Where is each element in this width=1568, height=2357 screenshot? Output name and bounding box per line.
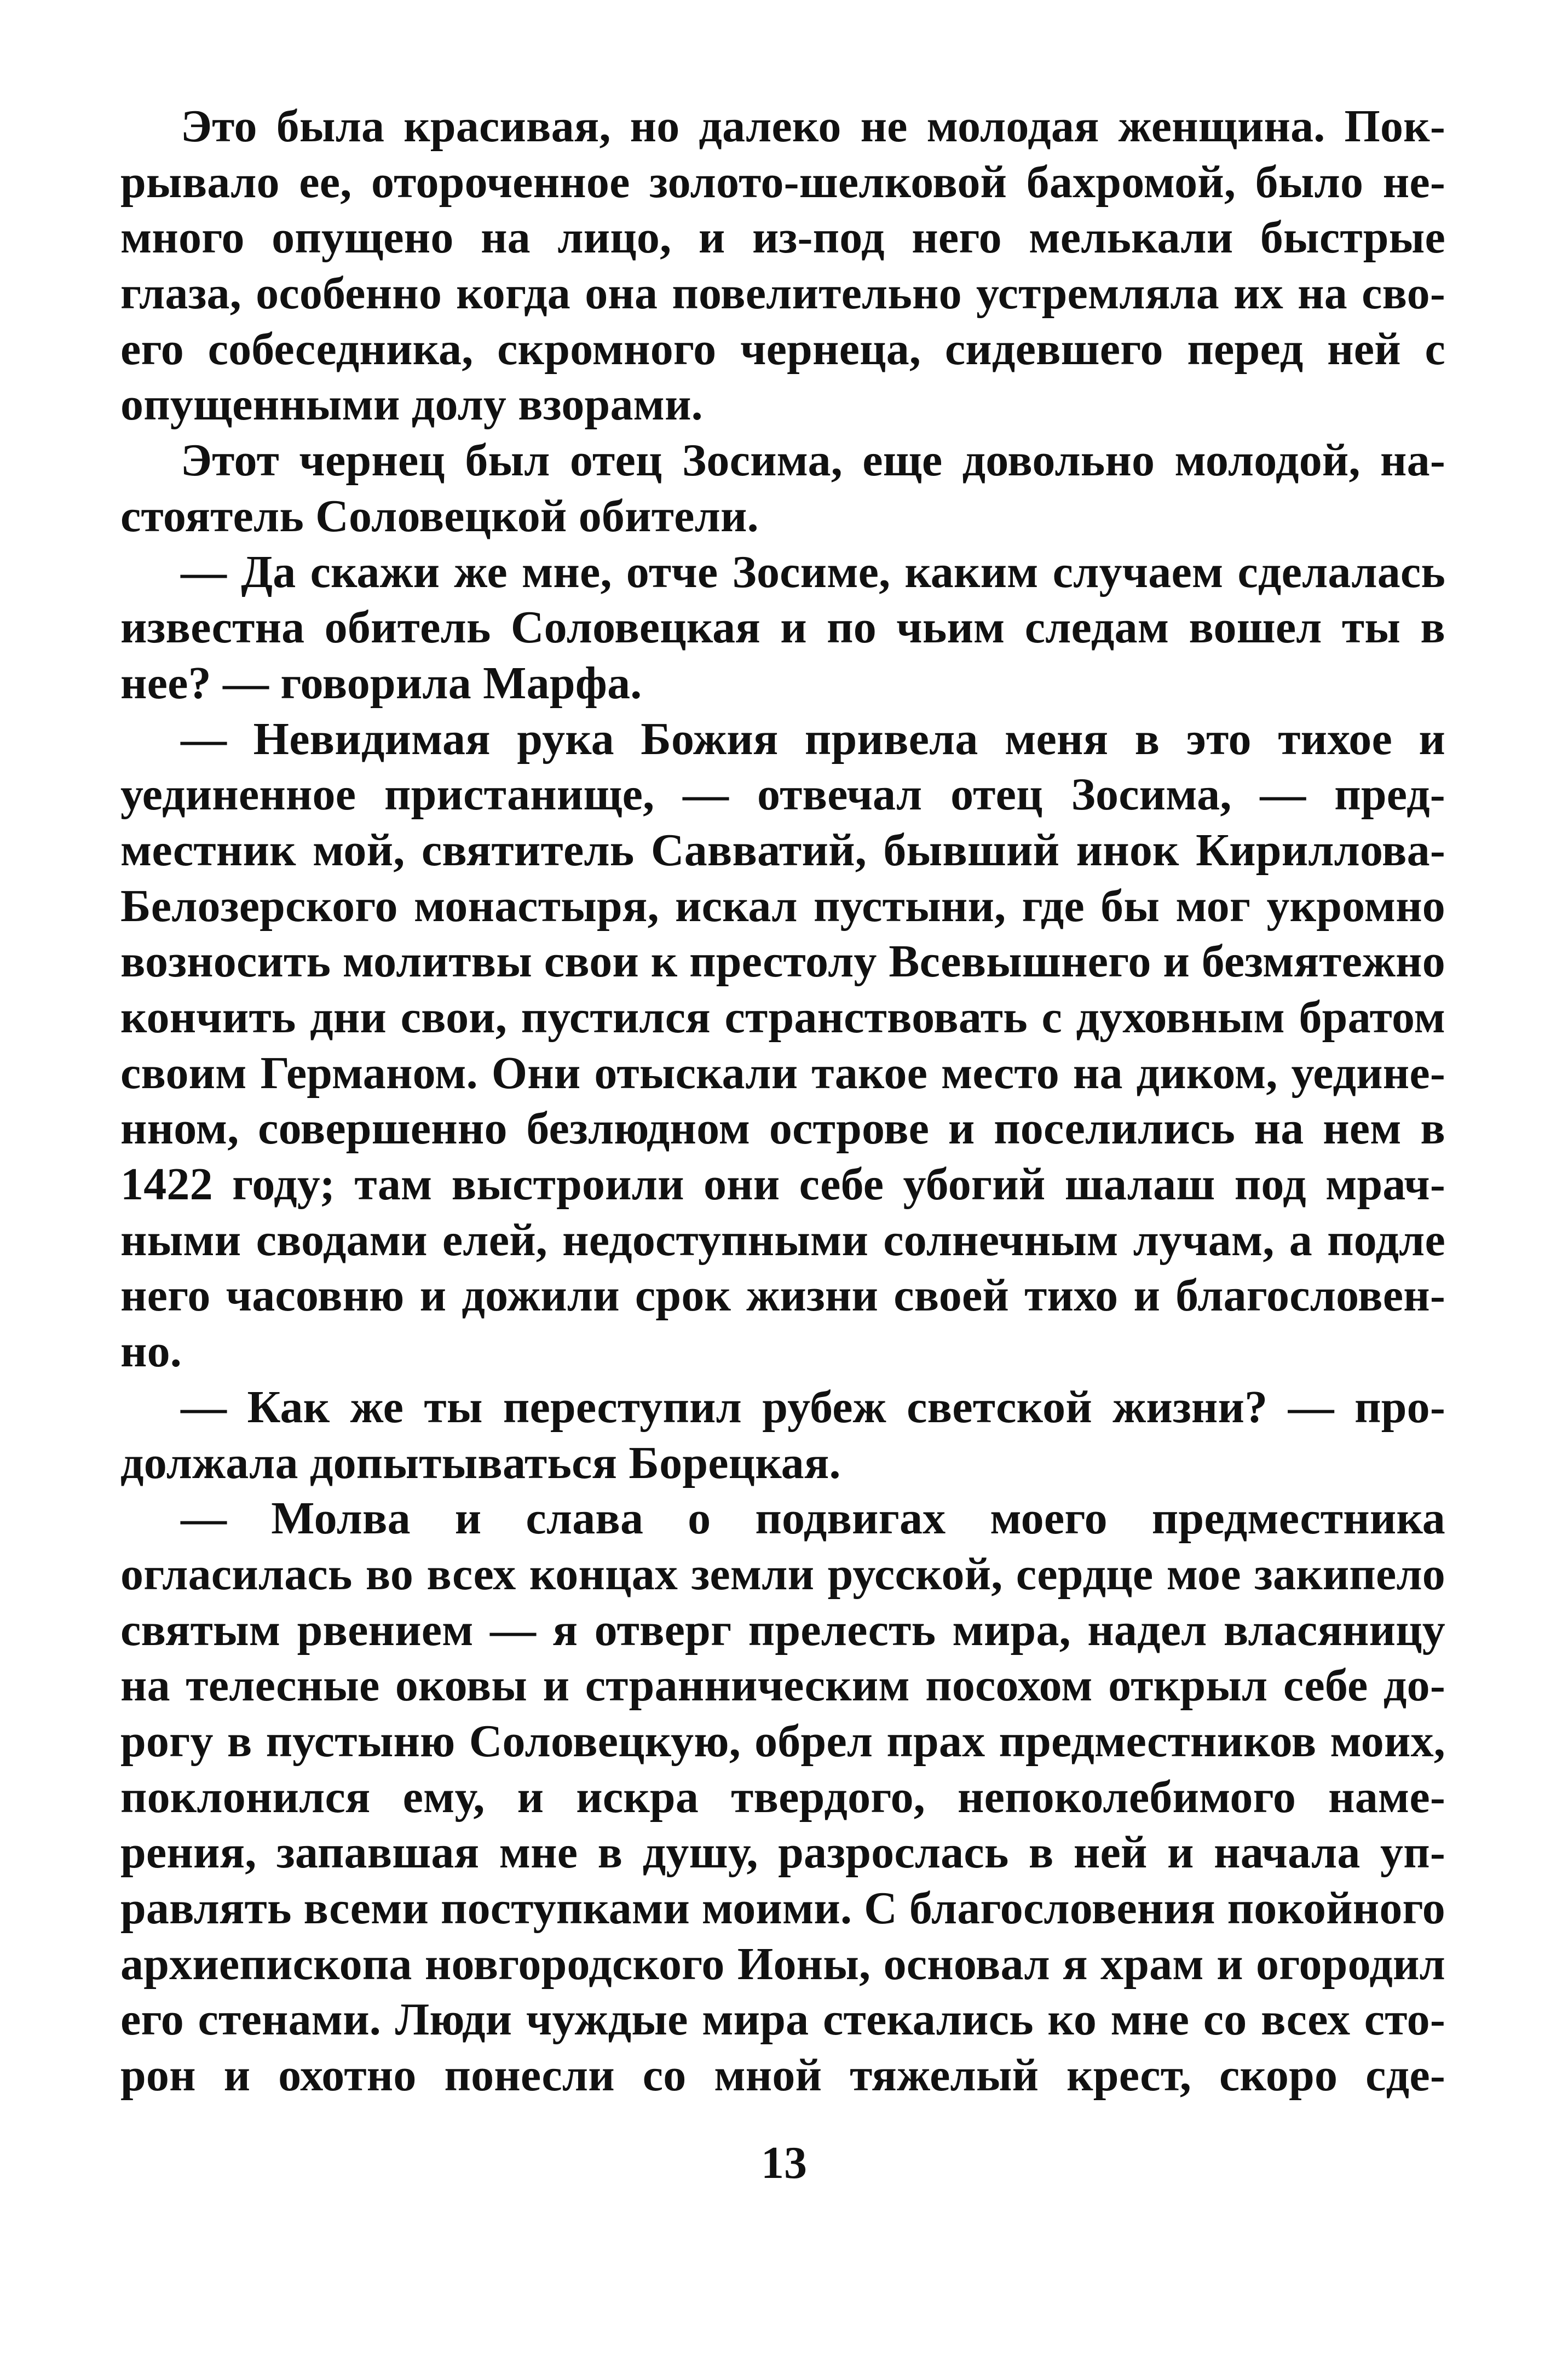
text-line: огласилась во всех концах земли русской, сердце мое закипело [120,1548,1445,1600]
text-line: рогу в пустыню Соловецкую, обрел прах предместников моих, [120,1715,1445,1767]
text-line: святым рвением — я отверг прелесть мира, надел власяницу [120,1604,1445,1655]
text-line: Это была красивая, но далеко не молодая женщина. Пок- [181,101,1445,152]
text-line: ными сводами елей, недоступными солнечным лучам, а подле [120,1214,1445,1266]
text-line: равлять всеми поступками моими. С благословения покойного [120,1883,1445,1934]
text-line: его собеседника, скромного чернеца, сидевшего перед ней с [120,323,1445,375]
text-line: — Да скажи же мне, отче Зосиме, каким случаем сделалась [181,546,1445,597]
text-line: нном, совершенно безлюдном острове и поселились на нем в [120,1103,1445,1154]
text-line: нее? — говорила Марфа. [120,657,642,709]
text-line: своим Германом. Они отыскали такое место на диком, уедине- [120,1047,1445,1099]
text-line: местник мой, святитель Савватий, бывший инок Кириллова- [120,824,1445,876]
text-line: Этот чернец был отец Зосима, еще довольно молодой, на- [181,435,1445,486]
text-line: кончить дни свои, пустился странствовать с духовным братом [120,992,1445,1043]
text-line: Белозерского монастыря, искал пустыни, где бы мог укромно [120,880,1445,932]
text-line: но. [120,1326,182,1377]
text-line: рон и охотно понесли со мной тяжелый крест, скоро сде- [120,2050,1445,2101]
text-line: 1422 году; там выстроили они себе убогий шалаш под мрач- [120,1159,1445,1210]
text-line: — Как же ты переступил рубеж светской жизни? — про- [181,1381,1445,1433]
text-line: стоятель Соловецкой обители. [120,490,759,542]
text-line: уединенное пристанище, — отвечал отец Зосима, — пред- [120,769,1445,820]
text-line: возносить молитвы свои к престолу Всевышнего и безмятежно [120,936,1445,987]
text-line: глаза, особенно когда она повелительно устремляла их на сво- [120,268,1445,319]
text-line: опущенными долу взорами. [120,379,703,430]
text-line: — Молва и слава о подвигах моего предместника [181,1493,1445,1544]
text-line: поклонился ему, и искра твердого, непоколебимого наме- [120,1771,1445,1823]
text-line: рывало ее, отороченное золото-шелковой бахромой, было не- [120,156,1445,208]
text-line: на телесные оковы и странническим посохом открыл себе до- [120,1660,1445,1711]
body-text [120,99,1445,2103]
text-line: его стенами. Люди чуждые мира стекались ко мне со всех сто- [120,1994,1445,2045]
text-line: него часовню и дожили срок жизни своей тихо и благословен- [120,1270,1445,1321]
text-line: рения, запавшая мне в душу, разрослась в ней и начала уп- [120,1827,1445,1878]
text-line: много опущено на лицо, и из-под него мелькали быстрые [120,212,1445,263]
page-number: 13 [761,2137,807,2188]
text-line: должала допытываться Борецкая. [120,1437,841,1488]
text-line: архиепископа новгородского Ионы, основал я храм и огородил [120,1938,1445,1990]
text-line: — Невидимая рука Божия привела меня в это тихое и [181,713,1445,764]
text-line: известна обитель Соловецкая и по чьим следам вошел ты в [120,602,1445,653]
